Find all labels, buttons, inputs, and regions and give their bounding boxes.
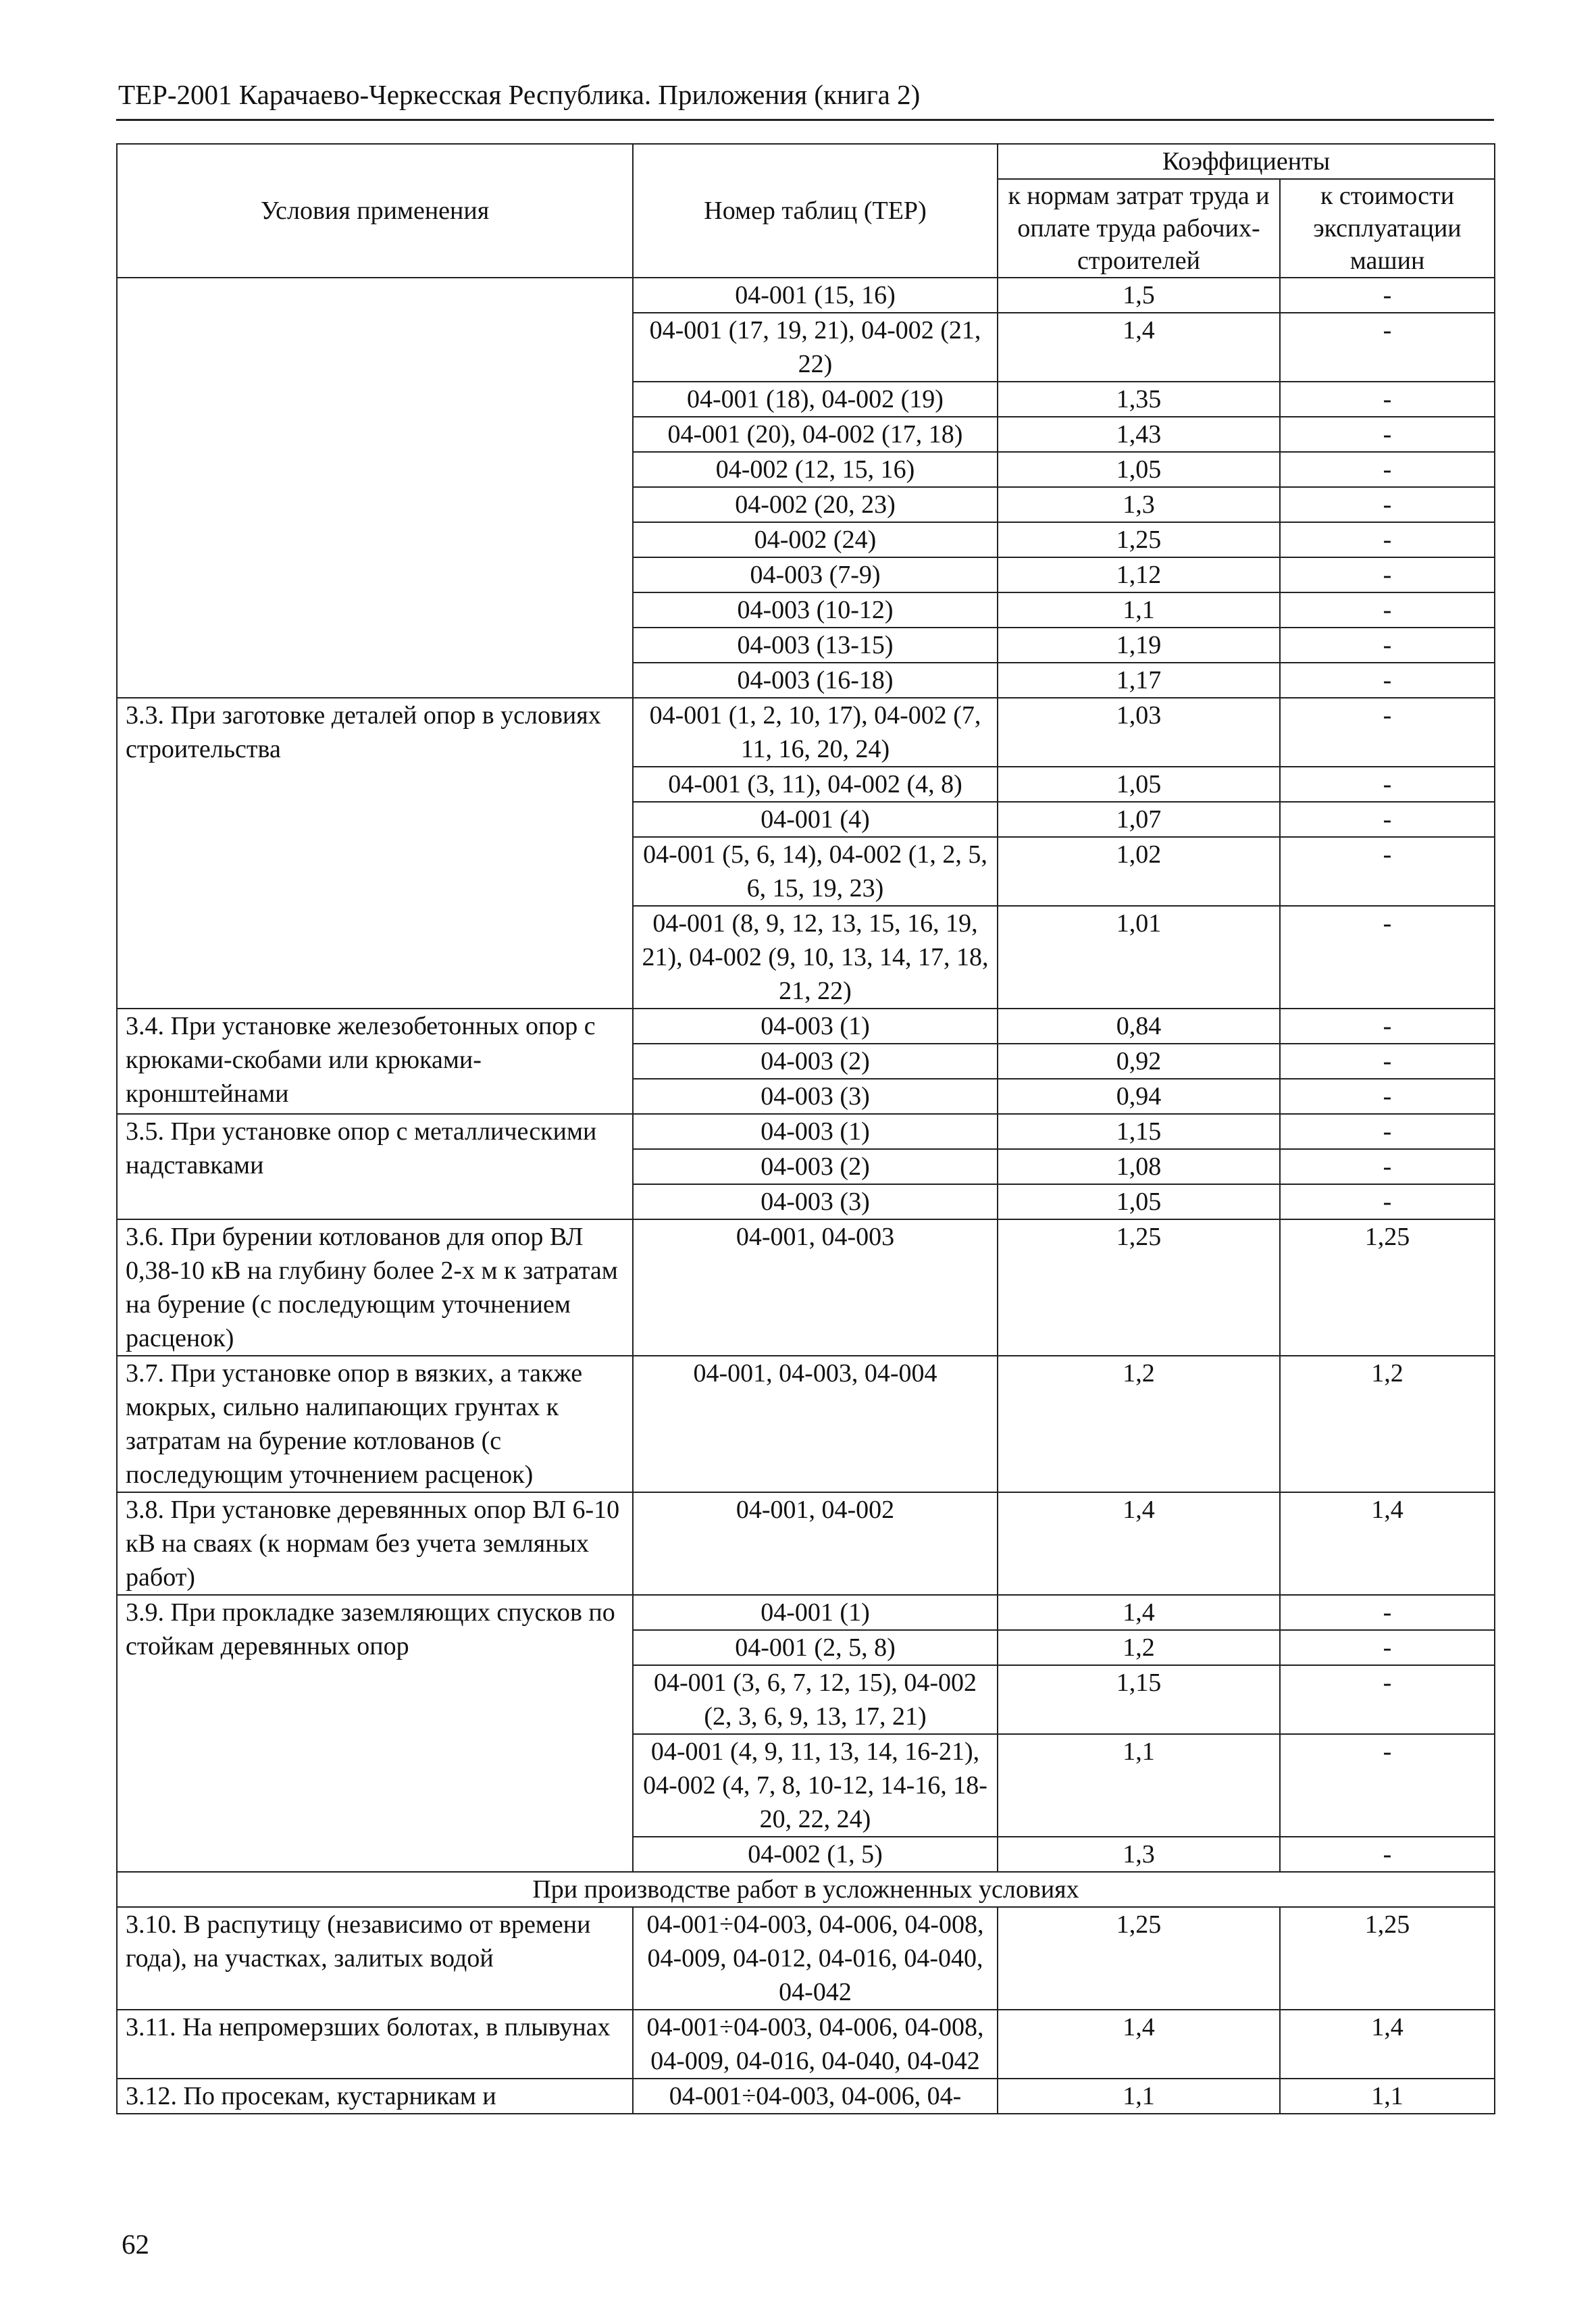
machines-cell: - <box>1280 1009 1495 1044</box>
labor-cell: 1,07 <box>998 802 1280 837</box>
labor-cell: 1,25 <box>998 522 1280 557</box>
table-row <box>117 698 1495 767</box>
condition-cell: 3.10. В распутицу (независимо от времени года), на участках, залитых водой <box>117 1907 633 2010</box>
table-row <box>117 1219 1495 1356</box>
section-row <box>117 1872 1495 1907</box>
ter-cell: 04-001 (17, 19, 21), 04-002 (21, 22) <box>633 313 998 382</box>
ter-cell: 04-003 (10-12) <box>633 592 998 628</box>
condition-cell: 3.4. При установке железобетонных опор с крюками-скобами или крюками-кронштейнами <box>117 1009 633 1114</box>
labor-cell: 1,3 <box>998 1837 1280 1872</box>
machines-cell: - <box>1280 1630 1495 1665</box>
ter-cell: 04-001÷04-003, 04-006, 04-008, 04-009, 04-016, 04-040, 04-042 <box>633 2010 998 2079</box>
table-row <box>117 1492 1495 1595</box>
machines-cell: - <box>1280 278 1495 313</box>
ter-cell: 04-002 (12, 15, 16) <box>633 452 998 487</box>
page-header: ТЕР-2001 Карачаево-Черкесская Республика. Приложения (книга 2) <box>118 79 921 110</box>
table-row <box>117 2010 1495 2079</box>
ter-cell: 04-003 (1) <box>633 1009 998 1044</box>
ter-cell: 04-002 (20, 23) <box>633 487 998 522</box>
ter-cell: 04-001 (8, 9, 12, 13, 15, 16, 19, 21), 04-002 (9, 10, 13, 14, 17, 18, 21, 22) <box>633 906 998 1009</box>
ter-cell: 04-002 (24) <box>633 522 998 557</box>
labor-cell: 1,2 <box>998 1356 1280 1492</box>
labor-cell: 1,5 <box>998 278 1280 313</box>
condition-cell: 3.11. На непромерзших болотах, в плывунах <box>117 2010 633 2079</box>
labor-cell: 1,15 <box>998 1665 1280 1734</box>
machines-cell: - <box>1280 837 1495 906</box>
labor-cell: 1,17 <box>998 663 1280 698</box>
labor-cell: 1,15 <box>998 1114 1280 1149</box>
ter-cell: 04-001 (15, 16) <box>633 278 998 313</box>
labor-cell: 1,1 <box>998 1734 1280 1837</box>
header-divider <box>116 119 1494 121</box>
ter-cell: 04-001, 04-002 <box>633 1492 998 1595</box>
machines-cell: - <box>1280 698 1495 767</box>
labor-cell: 1,4 <box>998 313 1280 382</box>
labor-cell: 1,43 <box>998 417 1280 452</box>
ter-cell: 04-001 (1) <box>633 1595 998 1630</box>
ter-cell: 04-003 (2) <box>633 1149 998 1184</box>
labor-cell: 0,94 <box>998 1079 1280 1114</box>
labor-cell: 1,4 <box>998 1595 1280 1630</box>
labor-cell: 1,01 <box>998 906 1280 1009</box>
condition-cell: 3.12. По просекам, кустарникам и <box>117 2079 633 2114</box>
machines-cell: 1,2 <box>1280 1356 1495 1492</box>
machines-cell: 1,4 <box>1280 1492 1495 1595</box>
condition-cell: 3.8. При установке деревянных опор ВЛ 6-10 кВ на сваях (к нормам без учета земляных работ) <box>117 1492 633 1595</box>
labor-cell: 1,08 <box>998 1149 1280 1184</box>
header-machines: к стоимости эксплуатации машин <box>1280 179 1495 278</box>
ter-cell: 04-003 (1) <box>633 1114 998 1149</box>
condition-cell: 3.3. При заготовке деталей опор в условиях строительства <box>117 698 633 1009</box>
machines-cell: - <box>1280 417 1495 452</box>
ter-cell: 04-001, 04-003, 04-004 <box>633 1356 998 1492</box>
machines-cell: - <box>1280 1079 1495 1114</box>
machines-cell: - <box>1280 452 1495 487</box>
labor-cell: 1,25 <box>998 1907 1280 2010</box>
header-coefficients: Коэффициенты <box>998 144 1495 179</box>
ter-cell: 04-001 (18), 04-002 (19) <box>633 382 998 417</box>
labor-cell: 1,2 <box>998 1630 1280 1665</box>
header-conditions: Условия применения <box>117 144 633 278</box>
labor-cell: 0,92 <box>998 1044 1280 1079</box>
labor-cell: 1,25 <box>998 1219 1280 1356</box>
labor-cell: 0,84 <box>998 1009 1280 1044</box>
ter-cell: 04-003 (13-15) <box>633 628 998 663</box>
machines-cell: - <box>1280 1734 1495 1837</box>
machines-cell: - <box>1280 1114 1495 1149</box>
ter-cell: 04-001÷04-003, 04-006, 04-008, 04-009, 04-012, 04-016, 04-040, 04-042 <box>633 1907 998 2010</box>
labor-cell: 1,35 <box>998 382 1280 417</box>
machines-cell: - <box>1280 802 1495 837</box>
ter-cell: 04-003 (16-18) <box>633 663 998 698</box>
labor-cell: 1,1 <box>998 592 1280 628</box>
page-number: 62 <box>122 2229 149 2260</box>
section-title: При производстве работ в усложненных условиях <box>117 1872 1495 1907</box>
ter-cell: 04-001 (3, 11), 04-002 (4, 8) <box>633 767 998 802</box>
machines-cell: - <box>1280 628 1495 663</box>
table-row <box>117 2079 1495 2114</box>
machines-cell: - <box>1280 1044 1495 1079</box>
condition-cell: 3.9. При прокладке заземляющих спусков по стойкам деревянных опор <box>117 1595 633 1872</box>
labor-cell: 1,02 <box>998 837 1280 906</box>
machines-cell: - <box>1280 487 1495 522</box>
machines-cell: - <box>1280 1184 1495 1219</box>
condition-cell: 3.5. При установке опор с металлическими надставками <box>117 1114 633 1219</box>
machines-cell: - <box>1280 1837 1495 1872</box>
labor-cell: 1,12 <box>998 557 1280 592</box>
ter-cell: 04-002 (1, 5) <box>633 1837 998 1872</box>
condition-cell: 3.7. При установке опор в вязких, а также мокрых, сильно налипающих грунтах к затратам на бурение котлованов (с последующим уточнением расценок) <box>117 1356 633 1492</box>
condition-cell-continued <box>117 278 633 698</box>
machines-cell: - <box>1280 1665 1495 1734</box>
table-row <box>117 1009 1495 1044</box>
machines-cell: 1,1 <box>1280 2079 1495 2114</box>
table-header-row <box>117 144 1495 179</box>
ter-cell: 04-001 (5, 6, 14), 04-002 (1, 2, 5, 6, 15, 19, 23) <box>633 837 998 906</box>
ter-cell: 04-001 (4, 9, 11, 13, 14, 16-21), 04-002 (4, 7, 8, 10-12, 14-16, 18-20, 22, 24) <box>633 1734 998 1837</box>
machines-cell: - <box>1280 663 1495 698</box>
ter-cell: 04-001 (4) <box>633 802 998 837</box>
machines-cell: - <box>1280 906 1495 1009</box>
ter-cell: 04-003 (3) <box>633 1184 998 1219</box>
labor-cell: 1,4 <box>998 1492 1280 1595</box>
header-table-number: Номер таблиц (ТЕР) <box>633 144 998 278</box>
ter-cell: 04-001÷04-003, 04-006, 04- <box>633 2079 998 2114</box>
machines-cell: 1,25 <box>1280 1907 1495 2010</box>
ter-cell: 04-001 (3, 6, 7, 12, 15), 04-002 (2, 3, 6, 9, 13, 17, 21) <box>633 1665 998 1734</box>
labor-cell: 1,05 <box>998 1184 1280 1219</box>
machines-cell: - <box>1280 1149 1495 1184</box>
ter-cell: 04-001 (20), 04-002 (17, 18) <box>633 417 998 452</box>
labor-cell: 1,03 <box>998 698 1280 767</box>
table-row <box>117 1595 1495 1630</box>
ter-cell: 04-003 (7-9) <box>633 557 998 592</box>
machines-cell: - <box>1280 522 1495 557</box>
machines-cell: - <box>1280 1595 1495 1630</box>
ter-cell: 04-001, 04-003 <box>633 1219 998 1356</box>
machines-cell: - <box>1280 767 1495 802</box>
machines-cell: 1,25 <box>1280 1219 1495 1356</box>
coefficients-table <box>116 143 1495 2114</box>
labor-cell: 1,3 <box>998 487 1280 522</box>
header-labor: к нормам затрат труда и оплате труда рабочих-строителей <box>998 179 1280 278</box>
machines-cell: - <box>1280 382 1495 417</box>
labor-cell: 1,05 <box>998 452 1280 487</box>
table-row <box>117 1356 1495 1492</box>
machines-cell: - <box>1280 313 1495 382</box>
machines-cell: - <box>1280 557 1495 592</box>
labor-cell: 1,4 <box>998 2010 1280 2079</box>
ter-cell: 04-003 (2) <box>633 1044 998 1079</box>
machines-cell: - <box>1280 592 1495 628</box>
table-row <box>117 1114 1495 1149</box>
table-row <box>117 278 1495 313</box>
labor-cell: 1,05 <box>998 767 1280 802</box>
condition-cell: 3.6. При бурении котлованов для опор ВЛ 0,38-10 кВ на глубину более 2-х м к затратам на бурение (с последующим уточнением расценок) <box>117 1219 633 1356</box>
ter-cell: 04-001 (1, 2, 10, 17), 04-002 (7, 11, 16, 20, 24) <box>633 698 998 767</box>
machines-cell: 1,4 <box>1280 2010 1495 2079</box>
ter-cell: 04-001 (2, 5, 8) <box>633 1630 998 1665</box>
table-row <box>117 1907 1495 2010</box>
ter-cell: 04-003 (3) <box>633 1079 998 1114</box>
labor-cell: 1,19 <box>998 628 1280 663</box>
labor-cell: 1,1 <box>998 2079 1280 2114</box>
